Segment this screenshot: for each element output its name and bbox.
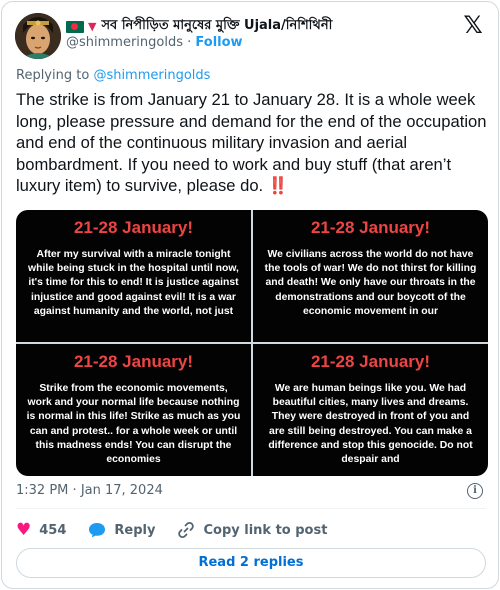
media-image-text: After my survival with a miracle tonight while being stuck in the hospital until now, it's time for this to end! It is justice against injustice and good against evil! It is a war against humanity and the world, not just — [28, 249, 239, 317]
handle-text[interactable]: @shimmeringolds — [66, 35, 183, 50]
replying-prefix: Replying to — [16, 68, 90, 83]
heart-icon: ♥ — [16, 520, 32, 540]
tweet-text — [16, 89, 488, 197]
tweet-card — [1, 1, 499, 589]
media-image-title: 21-28 January! — [73, 352, 194, 371]
handle-separator: · — [187, 35, 192, 50]
media-image-1[interactable] — [16, 210, 251, 342]
copy-link-button[interactable] — [177, 521, 327, 539]
timestamp-separator: · — [72, 483, 77, 498]
media-image-2[interactable] — [253, 210, 488, 342]
display-name-text: সব নিপীড়িত মানুষের মুক্তি Ujala/নিশিথিনী — [101, 18, 333, 33]
reply-button[interactable] — [88, 522, 155, 538]
handle-row — [66, 35, 243, 50]
tweet-body: The strike is from January 21 to January 28. It is a whole week long, please pressure and demand for the end of the occupation and end of the continuous military invasion and aerial bombardment. If you need to work and buy stuff (that aren’t luxury item) to survive, please do. — [16, 90, 487, 195]
action-bar — [16, 520, 349, 540]
media-image-4[interactable] — [253, 344, 488, 476]
reply-bubble-icon — [88, 522, 106, 538]
info-icon[interactable]: i — [467, 483, 483, 499]
timestamp-date: Jan 17, 2024 — [80, 483, 163, 498]
copy-link-label: Copy link to post — [203, 522, 328, 538]
replying-to — [16, 68, 210, 83]
display-name[interactable] — [66, 16, 332, 37]
media-image-title: 21-28 January! — [73, 218, 194, 237]
media-image-title: 21-28 January! — [310, 352, 431, 371]
link-icon — [177, 521, 195, 539]
bangladesh-flag-icon — [66, 21, 84, 33]
avatar-illustration — [15, 13, 61, 59]
media-image-3[interactable] — [16, 344, 251, 476]
x-logo-icon[interactable]: 𝕏 — [463, 11, 483, 39]
media-image-text: We are human beings like you. We had beautiful cities, many lives and dreams. They were destroyed in front of you and are still being destroyed. You can make a difference and stop this genocide. Do not despair and — [268, 383, 473, 466]
reply-label: Reply — [114, 522, 156, 538]
divider — [16, 508, 486, 509]
like-count: 454 — [39, 522, 67, 538]
read-replies-button[interactable]: Read 2 replies — [16, 548, 486, 578]
media-grid[interactable] — [16, 210, 488, 476]
timestamp-time: 1:32 PM — [16, 483, 69, 498]
media-image-text: Strike from the economic movements, work and your normal life because nothing is normal in this life! Strike as much as you can and protest.. for a whole week or until this madness ends! You can disrupt the economies — [26, 383, 241, 466]
double-exclamation-emoji: ‼️ — [267, 176, 289, 195]
follow-button[interactable]: Follow — [195, 35, 243, 50]
media-image-text: We civilians across the world do not have the tools of war! We do not thirst for killing and death! We only have our throats in the demonstrations and our boycott of the economic movement in our — [264, 249, 477, 317]
replying-handle-link[interactable]: @shimmeringolds — [93, 68, 211, 83]
media-image-title: 21-28 January! — [310, 218, 431, 237]
red-heart-icon: ▼ — [88, 20, 97, 33]
avatar[interactable] — [15, 13, 61, 59]
timestamp-link[interactable] — [16, 483, 163, 498]
like-button[interactable] — [16, 520, 66, 540]
